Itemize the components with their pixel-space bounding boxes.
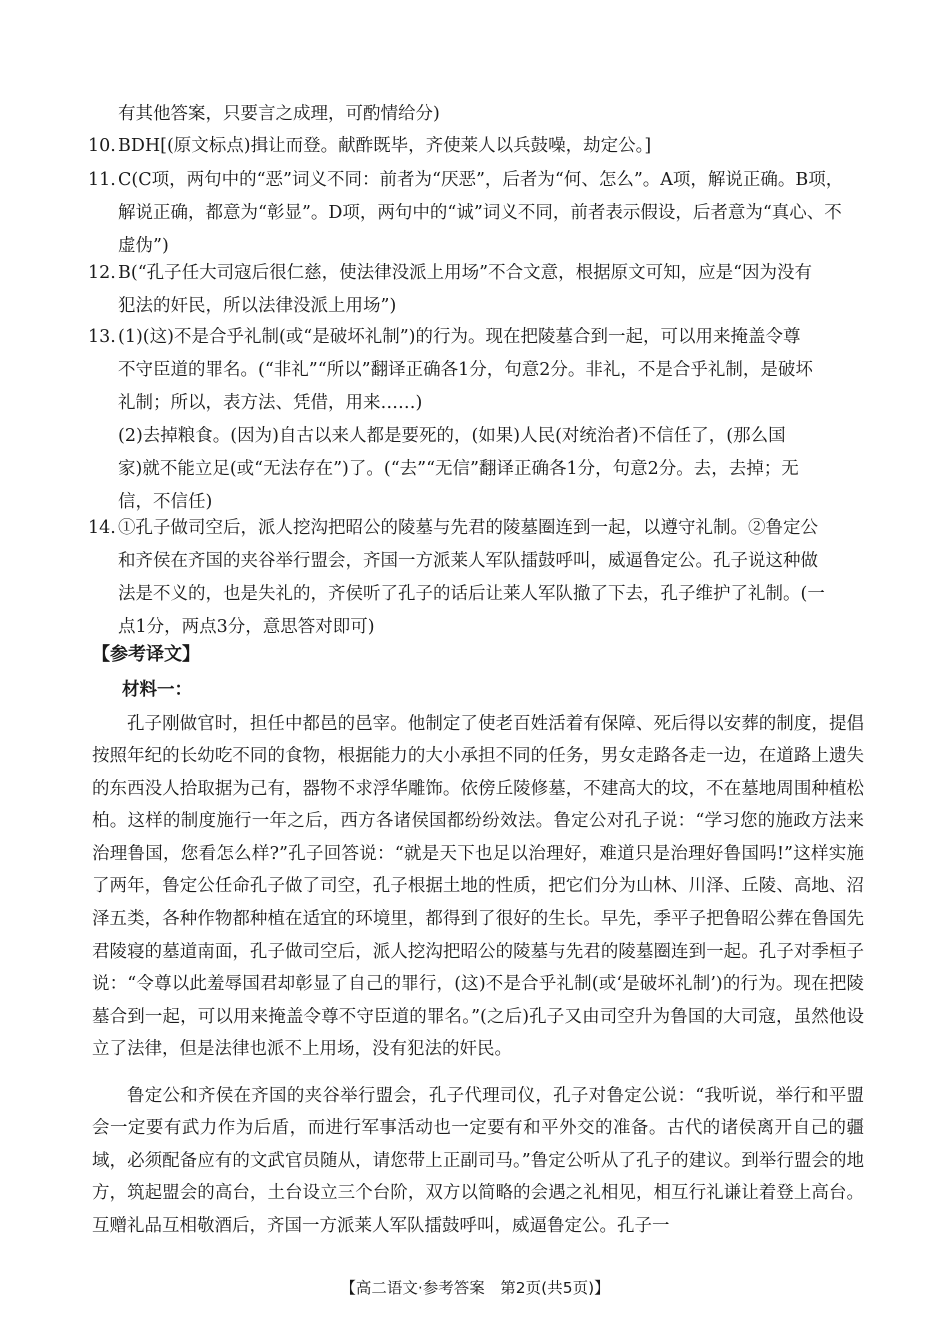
answer-line: 虚伪”): [118, 236, 169, 256]
question-number: 14.: [88, 518, 116, 538]
question-number: 10.: [88, 136, 116, 156]
answer-line: (2)去掉粮食。(因为)自古以来人都是要死的，(如果)人民(对统治者)不信任了，(那么国: [118, 426, 786, 446]
answer-12: [88, 257, 868, 323]
material-label: 材料一：: [122, 680, 192, 700]
answer-line: 家)就不能立足(或“无法存在”)了。(“去”“无信”翻译正确各1分，句意2分。去，去掉；无: [118, 459, 799, 479]
answer-line: 信，不信任): [118, 492, 213, 512]
answer-line: 犯法的奸民，所以法律没派上用场”): [118, 296, 397, 316]
answer-text: BDH[(原文标点)揖让而登。献酢既毕，齐使莱人以兵鼓噪，劫定公。]: [118, 136, 652, 156]
question-number: 12.: [88, 263, 116, 283]
translation-paragraph-2: 鲁定公和齐侯在齐国的夹谷举行盟会，孔子代理司仪，孔子对鲁定公说：“我听说，举行和平盟会一定要有武力作为后盾，而进行军事活动也一定要有和平外交的准备。古代的诸侯离开自己的疆域，必须配备应有的文武官员随从，请您带上正副司马。”鲁定公听从了孔子的建议。到举行盟会的地方，筑起盟会的高台，土台设立三个台阶，双方以简略的会遇之礼相见，相互行礼谦让着登上高台。互赠礼品互相敬酒后，齐国一方派莱人军队擂鼓呼叫，威逼鲁定公。孔子一: [92, 1085, 864, 1236]
answer-10: [88, 130, 868, 163]
answer-11: [88, 164, 868, 263]
answer-line: 法是不义的，也是失礼的，齐侯听了孔子的话后让莱人军队撤了下去，孔子维护了礼制。(一: [118, 584, 825, 604]
section-heading: 【参考译文】: [92, 644, 200, 665]
question-number: 13.: [88, 327, 116, 347]
question-number: 11.: [88, 170, 116, 190]
answer-line: (1)(这)不是合乎礼制(或“是破坏礼制”)的行为。现在把陵墓合到一起，可以用来掩盖令尊: [118, 327, 801, 347]
answer-line: ①孔子做司空后，派人挖沟把昭公的陵墓与先君的陵墓圈连到一起，以遵守礼制。②鲁定公: [118, 518, 818, 538]
continuation-line: 有其他答案，只要言之成理，可酌情给分): [118, 104, 440, 124]
answer-line: 点1分，两点3分，意思答对即可): [118, 617, 375, 637]
answer-continuation: [88, 98, 868, 131]
translation-paragraph-1: 孔子刚做官时，担任中都邑的邑宰。他制定了使老百姓活着有保障、死后得以安葬的制度，提倡按照年纪的长幼吃不同的食物，根据能力的大小承担不同的任务，男女走路各走一边，在道路上遗失的东西没人拾取据为己有，器物不求浮华雕饰。依傍丘陵修墓，不建高大的坟，不在墓地周围种植松柏。这样的制度施行一年之后，西方各诸侯国都纷纷效法。鲁定公对孔子说：“学习您的施政方法来治理鲁国，您看怎么样?”孔子回答说：“就是天下也足以治理好，难道只是治理好鲁国吗!”这样实施了两年，鲁定公任命孔子做了司空，孔子根据土地的性质，把它们分为山林、川泽、丘陵、高地、沼泽五类，各种作物都种植在适宜的环境里，都得到了很好的生长。早先，季平子把鲁昭公葬在鲁国先君陵寝的墓道南面，孔子做司空后，派人挖沟把昭公的陵墓与先君的陵墓圈连到一起。孔子对季桓子说：“令尊以此羞辱国君却彰显了自己的罪行，(这)不是合乎礼制(或‘是破坏礼制’)的行为。现在把陵墓合到一起，可以用来掩盖令尊不守臣道的罪名。”(之后)孔子又由司空升为鲁国的大司寇，虽然他设立了法律，但是法律也派不上用场，没有犯法的奸民。: [92, 713, 864, 1060]
answer-line: 和齐侯在齐国的夹谷举行盟会，齐国一方派莱人军队擂鼓呼叫，威逼鲁定公。孔子说这种做: [118, 551, 818, 571]
answer-13: [88, 321, 868, 519]
answer-line: C(C项，两句中的“恶”词义不同：前者为“厌恶”，后者为“何、怎么”。A项，解说正确。B项，: [118, 170, 844, 190]
answer-14: [88, 512, 868, 644]
answer-line: 礼制；所以，表方法、凭借，用来……): [118, 393, 423, 413]
page-footer: 【高二语文·参考答案 第2页(共5页)】: [340, 1279, 610, 1297]
answer-line: 解说正确，都意为“彰显”。D项，两句中的“诚”词义不同，前者表示假设，后者意为“真心、不: [118, 203, 842, 223]
answer-line: 不守臣道的罪名。(“非礼”“所以”翻译正确各1分，句意2分。非礼，不是合乎礼制，是破坏: [118, 360, 813, 380]
answer-line: B(“孔子任大司寇后很仁慈，使法律没派上用场”不合文意，根据原文可知，应是“因为没有: [118, 263, 813, 283]
